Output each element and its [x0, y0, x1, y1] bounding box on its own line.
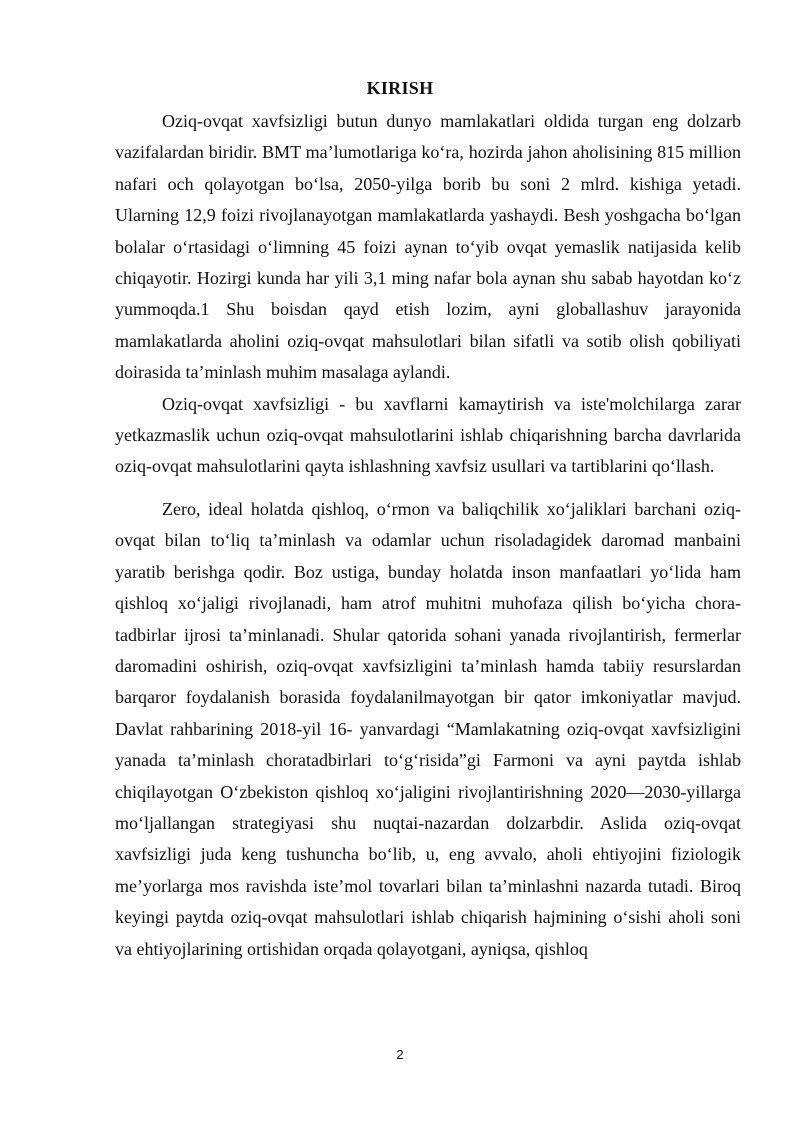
- body-text: [115, 106, 741, 965]
- paragraph-1: Oziq-ovqat xavfsizligi butun dunyo mamlakatlari oldida turgan eng dolzarb vazifalardan biridir. BMT ma’lumotlariga ko‘ra, hozirda jahon aholisining 815 million nafari och qolayotgan bo‘lsa, 2050-yilga borib bu soni 2 mlrd. kishiga yetadi. Ularning 12,9 foizi rivojlanayotgan mamlakatlarda yashaydi. Besh yoshgacha bo‘lgan bolalar o‘rtasidagi o‘limning 45 foizi aynan to‘yib ovqat yemaslik natijasida kelib chiqayotir. Hozirgi kunda har yili 3,1 ming nafar bola aynan shu sabab hayotdan ko‘z yummoqda.1 Shu boisdan qayd etish lozim, ayni globallashuv jarayonida mamlakatlarda aholini oziq-ovqat mahsulotlari bilan sifatli va sotib olish qobiliyati doirasida ta’minlash muhim masalaga aylandi.: [115, 111, 741, 383]
- page-number: 2: [396, 1047, 404, 1062]
- section-heading: KIRISH: [366, 78, 434, 98]
- paragraph-3: Zero, ideal holatda qishloq, o‘rmon va baliqchilik xo‘jaliklari barchani oziq-ovqat bilan to‘liq ta’minlash va odamlar uchun risoladagidek daromad manbaini yaratib berishga qodir. Boz ustiga, bunday holatda inson manfaatlari yo‘lida ham qishloq xo‘jaligi rivojlanadi, ham atrof muhitni muhofaza qilish bo‘yicha chora-tadbirlar ijrosi ta’minlanadi. Shular qatorida sohani yanada rivojlantirish, fermerlar daromadini oshirish, oziq-ovqat xavfsizligini ta’minlash hamda tabiiy resurslardan barqaror foydalanish borasida foydalanilmayotgan bir qator imkoniyatlar mavjud. Davlat rahbarining 2018-yil 16- yanvardagi “Mamlakatning oziq-ovqat xavfsizligini yanada ta’minlash choratadbirlari to‘g‘risida”gi Farmoni va ayni paytda ishlab chiqilayotgan O‘zbekiston qishloq xo‘jaligini rivojlantirishning 2020—2030-yillarga mo‘ljallangan strategiyasi shu nuqtai-nazardan dolzarbdir. Aslida oziq-ovqat xavfsizligi juda keng tushuncha bo‘lib, u, eng avvalo, aholi ehtiyojini fiziologik me’yorlarga mos ravishda iste’mol tovarlari bilan ta’minlashni nazarda tutadi. Biroq keyingi paytda oziq-ovqat mahsulotlari ishlab chiqarish hajmining o‘sishi aholi soni va ehtiyojlarining ortishidan orqada qolayotgani, ayniqsa, qishloq: [115, 498, 741, 959]
- paragraph-2: Oziq-ovqat xavfsizligi - bu xavflarni kamaytirish va iste'molchilarga zarar yetkazmaslik uchun oziq-ovqat mahsulotlarini ishlab chiqarishning barcha davrlarida oziq-ovqat mahsulotlarini qayta ishlashning xavfsiz usullari va tartiblarini qo‘llash.: [115, 393, 741, 477]
